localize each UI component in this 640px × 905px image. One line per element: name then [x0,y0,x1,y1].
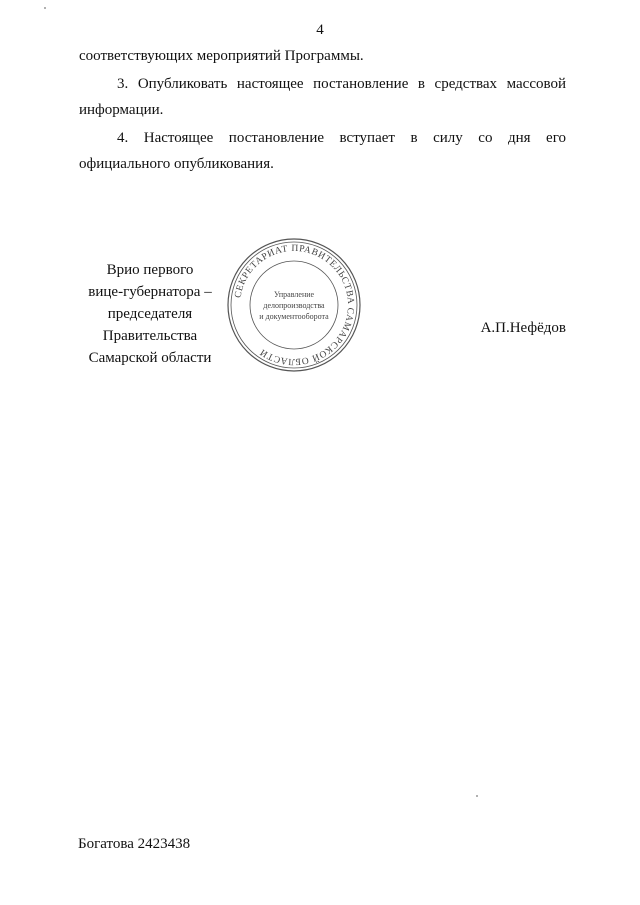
paragraph-item-3-line2: информации. [79,102,164,118]
seal-inner-line1: Управление [273,290,315,299]
signatory-title-line3: председателя Правительства [102,306,198,344]
seal-inner-line2: делопроизводства [263,301,325,310]
official-seal [226,237,362,373]
signatory-title-line1: Врио первого [106,262,194,278]
page-number: 4 [316,22,324,38]
paragraph-item-4 [79,125,566,177]
paragraph-item-4-line2: официального опубликования. [79,156,274,172]
signatory-name: А.П.Нефёдов [480,320,566,336]
paragraph-continuation: соответствующих мероприятий Программы. [79,48,364,64]
signatory-title-line4: Самарской области [88,350,212,366]
paragraph-item-3-line1: 3. Опубликовать настоящее постановление в средствах массовой [117,76,566,92]
executor-info: Богатова 2423438 [78,836,191,852]
scan-speck [476,795,478,797]
signatory-title [60,259,240,369]
seal-outer-text: СЕКРЕТАРИАТ ПРАВИТЕЛЬСТВА САМАРСКОЙ ОБЛАСТИ [233,243,356,367]
paragraph-item-4-line1: 4. Настоящее постановление вступает в силу со дня его [117,130,566,146]
paragraph-item-3 [79,71,566,123]
scan-speck [44,7,46,9]
signatory-title-line2: вице-губернатора – [88,284,212,300]
seal-inner-line3: и документооборота [259,312,329,321]
